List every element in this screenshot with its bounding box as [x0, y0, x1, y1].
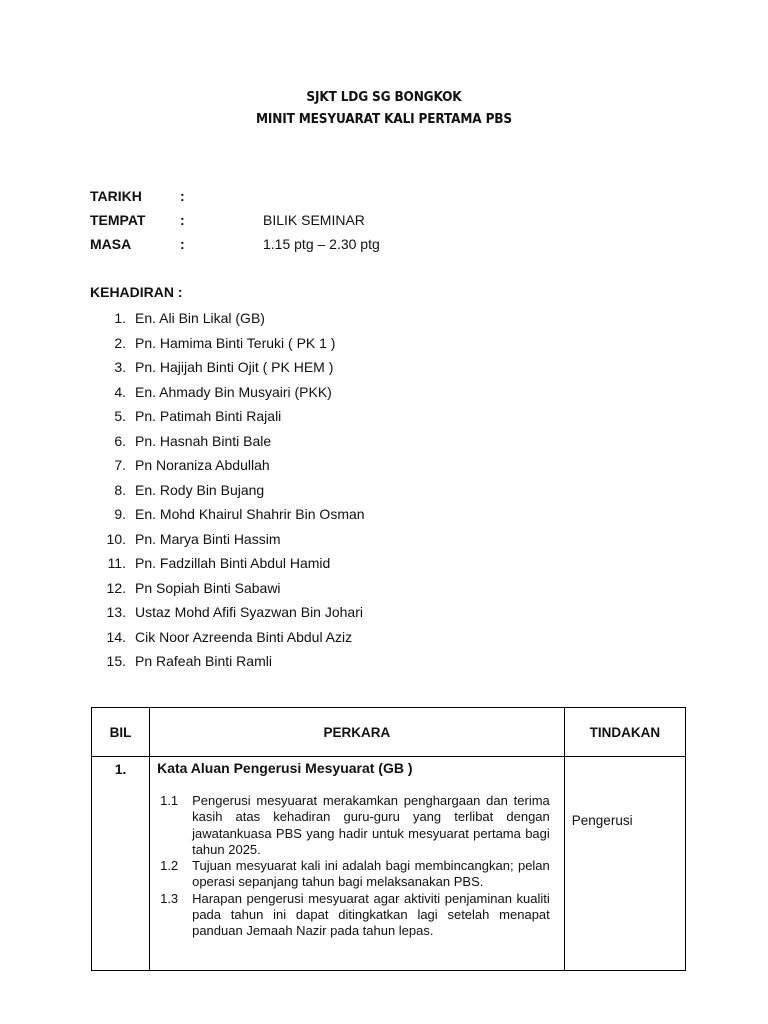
attendance-name: En. Ali Bin Likal (GB): [135, 310, 265, 326]
attendance-heading: KEHADIRAN :: [90, 284, 183, 300]
sub-item: [160, 858, 550, 891]
header-perkara: PERKARA: [150, 708, 565, 757]
sub-item: [160, 891, 550, 940]
attendance-number: 1.: [114, 310, 126, 326]
attendance-name: En. Rody Bin Bujang: [135, 481, 265, 498]
item-title: Kata Aluan Pengerusi Mesyuarat (GB ): [157, 760, 413, 776]
attendance-name: Pn. Hasnah Binti Bale: [135, 432, 272, 449]
attendance-number: 3.: [114, 359, 126, 375]
attendance-number: 13.: [106, 604, 126, 620]
tindakan-text: Pengerusi: [571, 813, 633, 828]
attendance-name: En. Mohd Khairul Shahrir Bin Osman: [135, 506, 365, 522]
table-header-row: [92, 708, 686, 757]
attendance-number: 9.: [114, 506, 126, 522]
attendance-number: 14.: [106, 628, 126, 645]
attendance-name: Pn Sopiah Binti Sabawi: [135, 579, 281, 596]
row-bil: 1.: [92, 757, 150, 971]
attendance-name: Pn Noraniza Abdullah: [135, 457, 270, 473]
table-row: [92, 757, 686, 971]
row-tindakan: [564, 757, 685, 971]
meta-colon: :: [180, 212, 185, 228]
minutes-table: [91, 707, 686, 971]
attendance-name: Pn. Marya Binti Hassim: [135, 530, 281, 547]
meta-colon: :: [180, 236, 185, 252]
attendance-name: Pn. Hamima Binti Teruki ( PK 1 ): [135, 334, 336, 351]
row-perkara: [150, 757, 565, 971]
attendance-number: 5.: [114, 408, 126, 424]
attendance-name: Pn. Fadzillah Binti Abdul Hamid: [135, 555, 331, 571]
sub-item-text: Harapan pengerusi mesyuarat agar aktiviti penjaminan kualiti pada tahun ini dapat ditingkatkan lagi setelah menapat panduan Jemaah Nazir pada tahun lepas.: [192, 890, 550, 939]
meta-colon: :: [180, 188, 185, 204]
attendance-number: 8.: [114, 481, 126, 498]
meta-value: 1.15 ptg – 2.30 ptg: [263, 236, 380, 252]
school-name: SJKT LDG SG BONGKOK: [306, 89, 462, 105]
sub-item: [160, 793, 550, 858]
attendance-number: 7.: [114, 457, 126, 473]
attendance-number: 6.: [114, 432, 126, 449]
attendance-number: 2.: [114, 334, 126, 351]
attendance-name: En. Ahmady Bin Musyairi (PKK): [135, 383, 332, 400]
sub-item-number: 1.2: [160, 858, 179, 874]
attendance-number: 11.: [107, 555, 126, 571]
sub-item-list: [160, 793, 550, 940]
attendance-number: 15.: [106, 653, 126, 669]
meta-label: TEMPAT: [90, 212, 146, 228]
sub-item-text: Pengerusi mesyuarat merakamkan penghargaan dan terima kasih atas kehadiran guru-guru yang terlibat dengan jawatankuasa PBS yang hadir untuk mesyuarat pertama bagi tahun 2025.: [192, 793, 550, 857]
attendance-name: Ustaz Mohd Afifi Syazwan Bin Johari: [135, 604, 363, 620]
header-bil: BIL: [92, 708, 150, 757]
sub-item-number: 1.3: [160, 890, 179, 906]
sub-item-number: 1.1: [160, 793, 179, 808]
attendance-number: 12.: [106, 579, 126, 596]
attendance-name: Pn. Hajijah Binti Ojit ( PK HEM ): [135, 359, 334, 375]
attendance-number: 10.: [106, 530, 126, 547]
meta-value: BILIK SEMINAR: [263, 212, 365, 228]
header-tindakan: TINDAKAN: [564, 708, 685, 757]
meta-label: TARIKH: [90, 188, 142, 204]
sub-item-text: Tujuan mesyuarat kali ini adalah bagi membincangkan; pelan operasi sepanjang tahun bagi melaksanakan PBS.: [192, 858, 550, 890]
attendance-name: Pn Rafeah Binti Ramli: [135, 653, 272, 669]
attendance-name: Cik Noor Azreenda Binti Abdul Aziz: [135, 628, 353, 645]
document-title: MINIT MESYUARAT KALI PERTAMA PBS: [256, 111, 512, 127]
attendance-name: Pn. Patimah Binti Rajali: [135, 408, 282, 424]
meta-label: MASA: [90, 236, 132, 252]
attendance-number: 4.: [114, 383, 126, 400]
